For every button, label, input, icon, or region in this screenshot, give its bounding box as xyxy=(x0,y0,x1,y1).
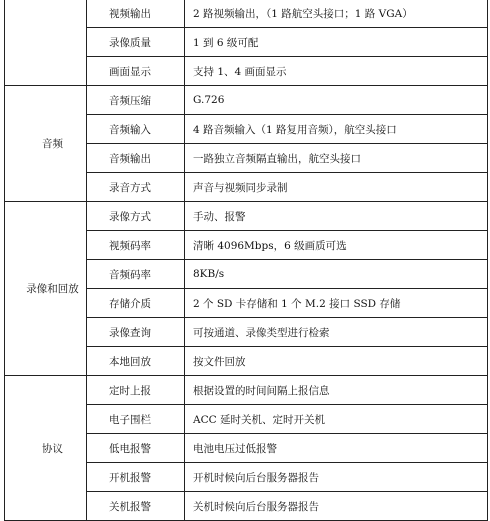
table-row xyxy=(5,0,488,28)
spec-label: 视频输出 xyxy=(87,0,185,28)
spec-label: 画面显示 xyxy=(87,57,185,86)
spec-value: 1 到 6 级可配 xyxy=(185,28,488,57)
spec-label: 关机报警 xyxy=(87,492,185,521)
spec-value: G.726 xyxy=(185,86,488,115)
spec-label: 定时上报 xyxy=(87,376,185,405)
spec-label: 低电报警 xyxy=(87,434,185,463)
table-row xyxy=(5,86,488,115)
category-cell-protocol: 协议 xyxy=(5,376,87,521)
spec-label: 音频码率 xyxy=(87,260,185,289)
spec-value: ACC 延时关机、定时开关机 xyxy=(185,405,488,434)
category-cell-video xyxy=(5,0,87,86)
spec-value: 声音与视频同步录制 xyxy=(185,173,488,202)
spec-value: 4 路音频输入（1 路复用音频），航空头接口 xyxy=(185,115,488,144)
spec-label: 音频输出 xyxy=(87,144,185,173)
spec-label: 录像质量 xyxy=(87,28,185,57)
category-cell-audio: 音频 xyxy=(5,86,87,202)
spec-value: 2 个 SD 卡存储和 1 个 M.2 接口 SSD 存储 xyxy=(185,289,488,318)
spec-label: 录像查询 xyxy=(87,318,185,347)
spec-value: 手动、报警 xyxy=(185,202,488,231)
table-row xyxy=(5,202,488,231)
spec-value: 关机时候向后台服务器报告 xyxy=(185,492,488,521)
spec-label: 音频输入 xyxy=(87,115,185,144)
spec-label: 录音方式 xyxy=(87,173,185,202)
spec-value: 可按通道、录像类型进行检索 xyxy=(185,318,488,347)
spec-value: 开机时候向后台服务器报告 xyxy=(185,463,488,492)
spec-value: 支持 1、4 画面显示 xyxy=(185,57,488,86)
spec-table xyxy=(4,0,488,521)
category-cell-recording: 录像和回放 xyxy=(5,202,87,376)
spec-value: 2 路视频输出，（1 路航空头接口；1 路 VGA） xyxy=(185,0,488,28)
spec-value: 8KB/s xyxy=(185,260,488,289)
spec-label: 本地回放 xyxy=(87,347,185,376)
table-row xyxy=(5,376,488,405)
spec-value: 一路独立音频隔直输出，航空头接口 xyxy=(185,144,488,173)
spec-label: 视频码率 xyxy=(87,231,185,260)
spec-label: 开机报警 xyxy=(87,463,185,492)
spec-value: 按文件回放 xyxy=(185,347,488,376)
spec-label: 音频压缩 xyxy=(87,86,185,115)
spec-value: 根据设置的时间间隔上报信息 xyxy=(185,376,488,405)
spec-value: 清晰 4096Mbps，6 级画质可选 xyxy=(185,231,488,260)
spec-label: 录像方式 xyxy=(87,202,185,231)
spec-value: 电池电压过低报警 xyxy=(185,434,488,463)
spec-label: 存储介质 xyxy=(87,289,185,318)
spec-label: 电子围栏 xyxy=(87,405,185,434)
